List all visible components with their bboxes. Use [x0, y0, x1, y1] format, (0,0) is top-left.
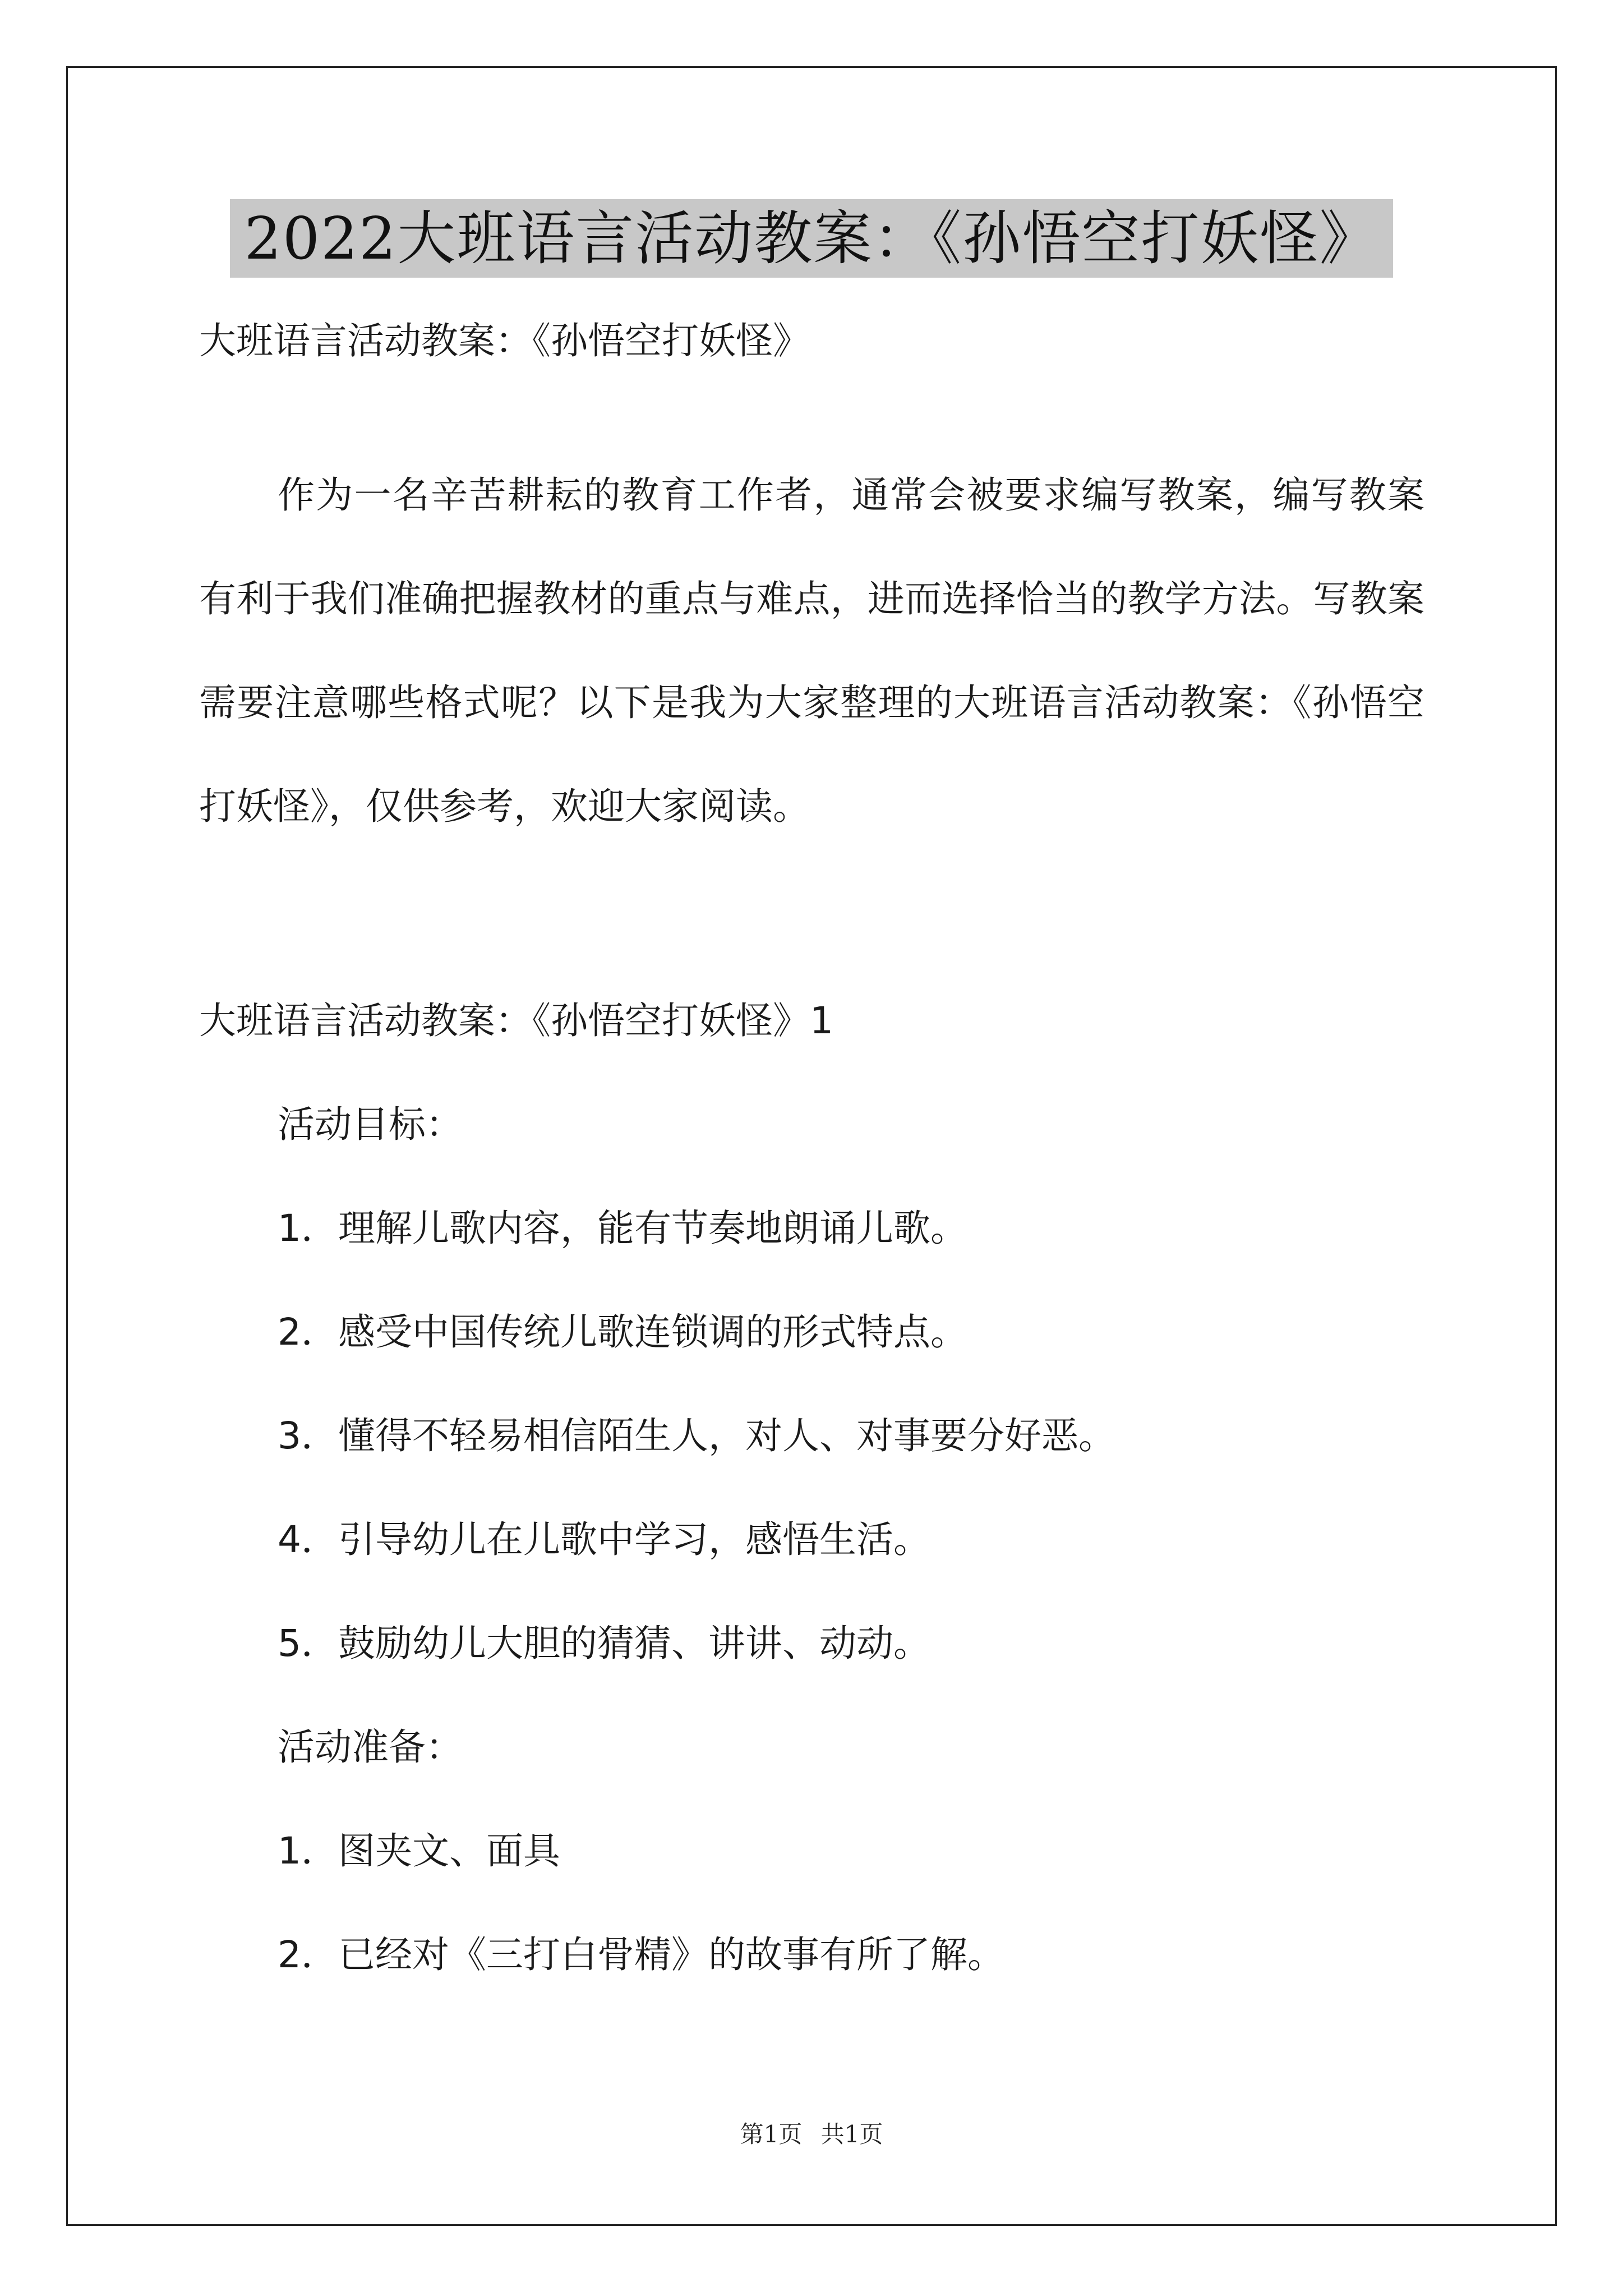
- intro-paragraph: 作为一名辛苦耕耘的教育工作者，通常会被要求编写教案，编写教案有利于我们准确把握教材的重点与难点，进而选择恰当的教学方法。写教案需要注意哪些格式呢？以下是我为大家整理的大班语言活动教案：《孙悟空打妖怪》，仅供参考，欢迎大家阅读。: [199, 473, 1424, 828]
- section-heading: 大班语言活动教案：《孙悟空打妖怪》1: [199, 999, 833, 1042]
- prep-heading: 活动准备：: [278, 1726, 463, 1769]
- goal-item-1: 1．理解儿歌内容，能有节奏地朗诵儿歌。: [278, 1207, 967, 1250]
- goals-heading: 活动目标：: [278, 1103, 463, 1146]
- goal-item-3: 3．懂得不轻易相信陌生人，对人、对事要分好恶。: [278, 1414, 1115, 1457]
- document-title: 2022大班语言活动教案：《孙悟空打妖怪》: [230, 199, 1394, 278]
- goal-item-2: 2．感受中国传统儿歌连锁调的形式特点。: [278, 1310, 967, 1354]
- prep-item-2: 2．已经对《三打白骨精》的故事有所了解。: [278, 1933, 1004, 1976]
- prep-item-1: 1．图夹文、面具: [278, 1829, 560, 1872]
- goal-item-5: 5．鼓励幼儿大胆的猜猜、讲讲、动动。: [278, 1622, 930, 1665]
- title-container: [0, 199, 1623, 278]
- goal-item-4: 4．引导幼儿在儿歌中学习，感悟生活。: [278, 1518, 930, 1561]
- document-subtitle: 大班语言活动教案：《孙悟空打妖怪》: [199, 319, 810, 362]
- page-footer: 第1页 共1页: [740, 2120, 883, 2148]
